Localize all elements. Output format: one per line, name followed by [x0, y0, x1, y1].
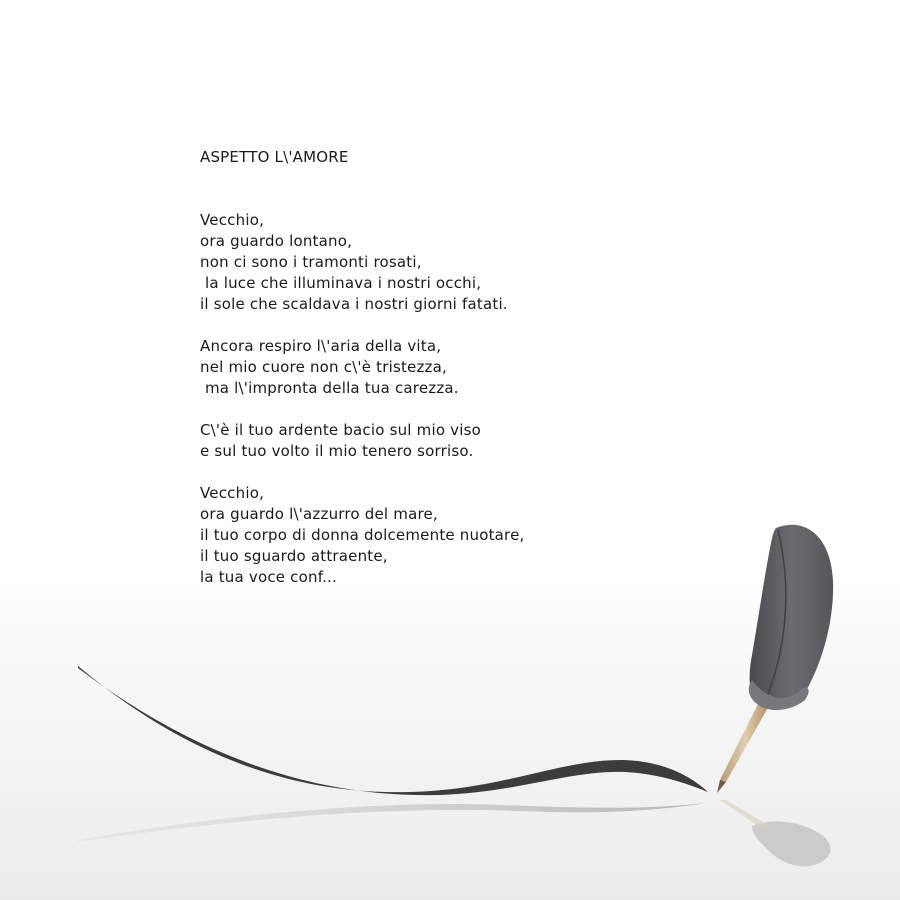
- verse-line: il tuo corpo di donna dolcemente nuotare,: [200, 526, 525, 544]
- verse-line: ora guardo l\'azzurro del mare,: [200, 505, 438, 523]
- verse-line: ma l\'impronta della tua carezza.: [200, 379, 459, 397]
- verse-line: il tuo sguardo attraente,: [200, 547, 388, 565]
- verse-line: nel mio cuore non c\'è tristezza,: [200, 358, 447, 376]
- verse-line: C\'è il tuo ardente bacio sul mio viso: [200, 421, 482, 439]
- ink-stroke-reflection: [78, 803, 706, 842]
- verse-line: Vecchio,: [200, 484, 265, 502]
- quill-feather-icon: [717, 525, 833, 793]
- verse-line: ora guardo lontano,: [200, 232, 353, 250]
- verse-line: la luce che illuminava i nostri occhi,: [200, 274, 482, 292]
- ink-stroke: [78, 666, 708, 795]
- verse-line: non ci sono i tramonti rosati,: [200, 253, 422, 271]
- verse-line: Vecchio,: [200, 211, 265, 229]
- pen-shaft-reflection: [720, 800, 770, 830]
- verse-line: il sole che scaldava i nostri giorni fatati.: [200, 295, 508, 313]
- verse-line: e sul tuo volto il mio tenero sorriso.: [200, 442, 474, 460]
- verse-line: Ancora respiro l\'aria della vita,: [200, 337, 442, 355]
- verse-line: la tua voce conf...: [200, 568, 337, 586]
- poem-title: ASPETTO L\'AMORE: [200, 148, 349, 166]
